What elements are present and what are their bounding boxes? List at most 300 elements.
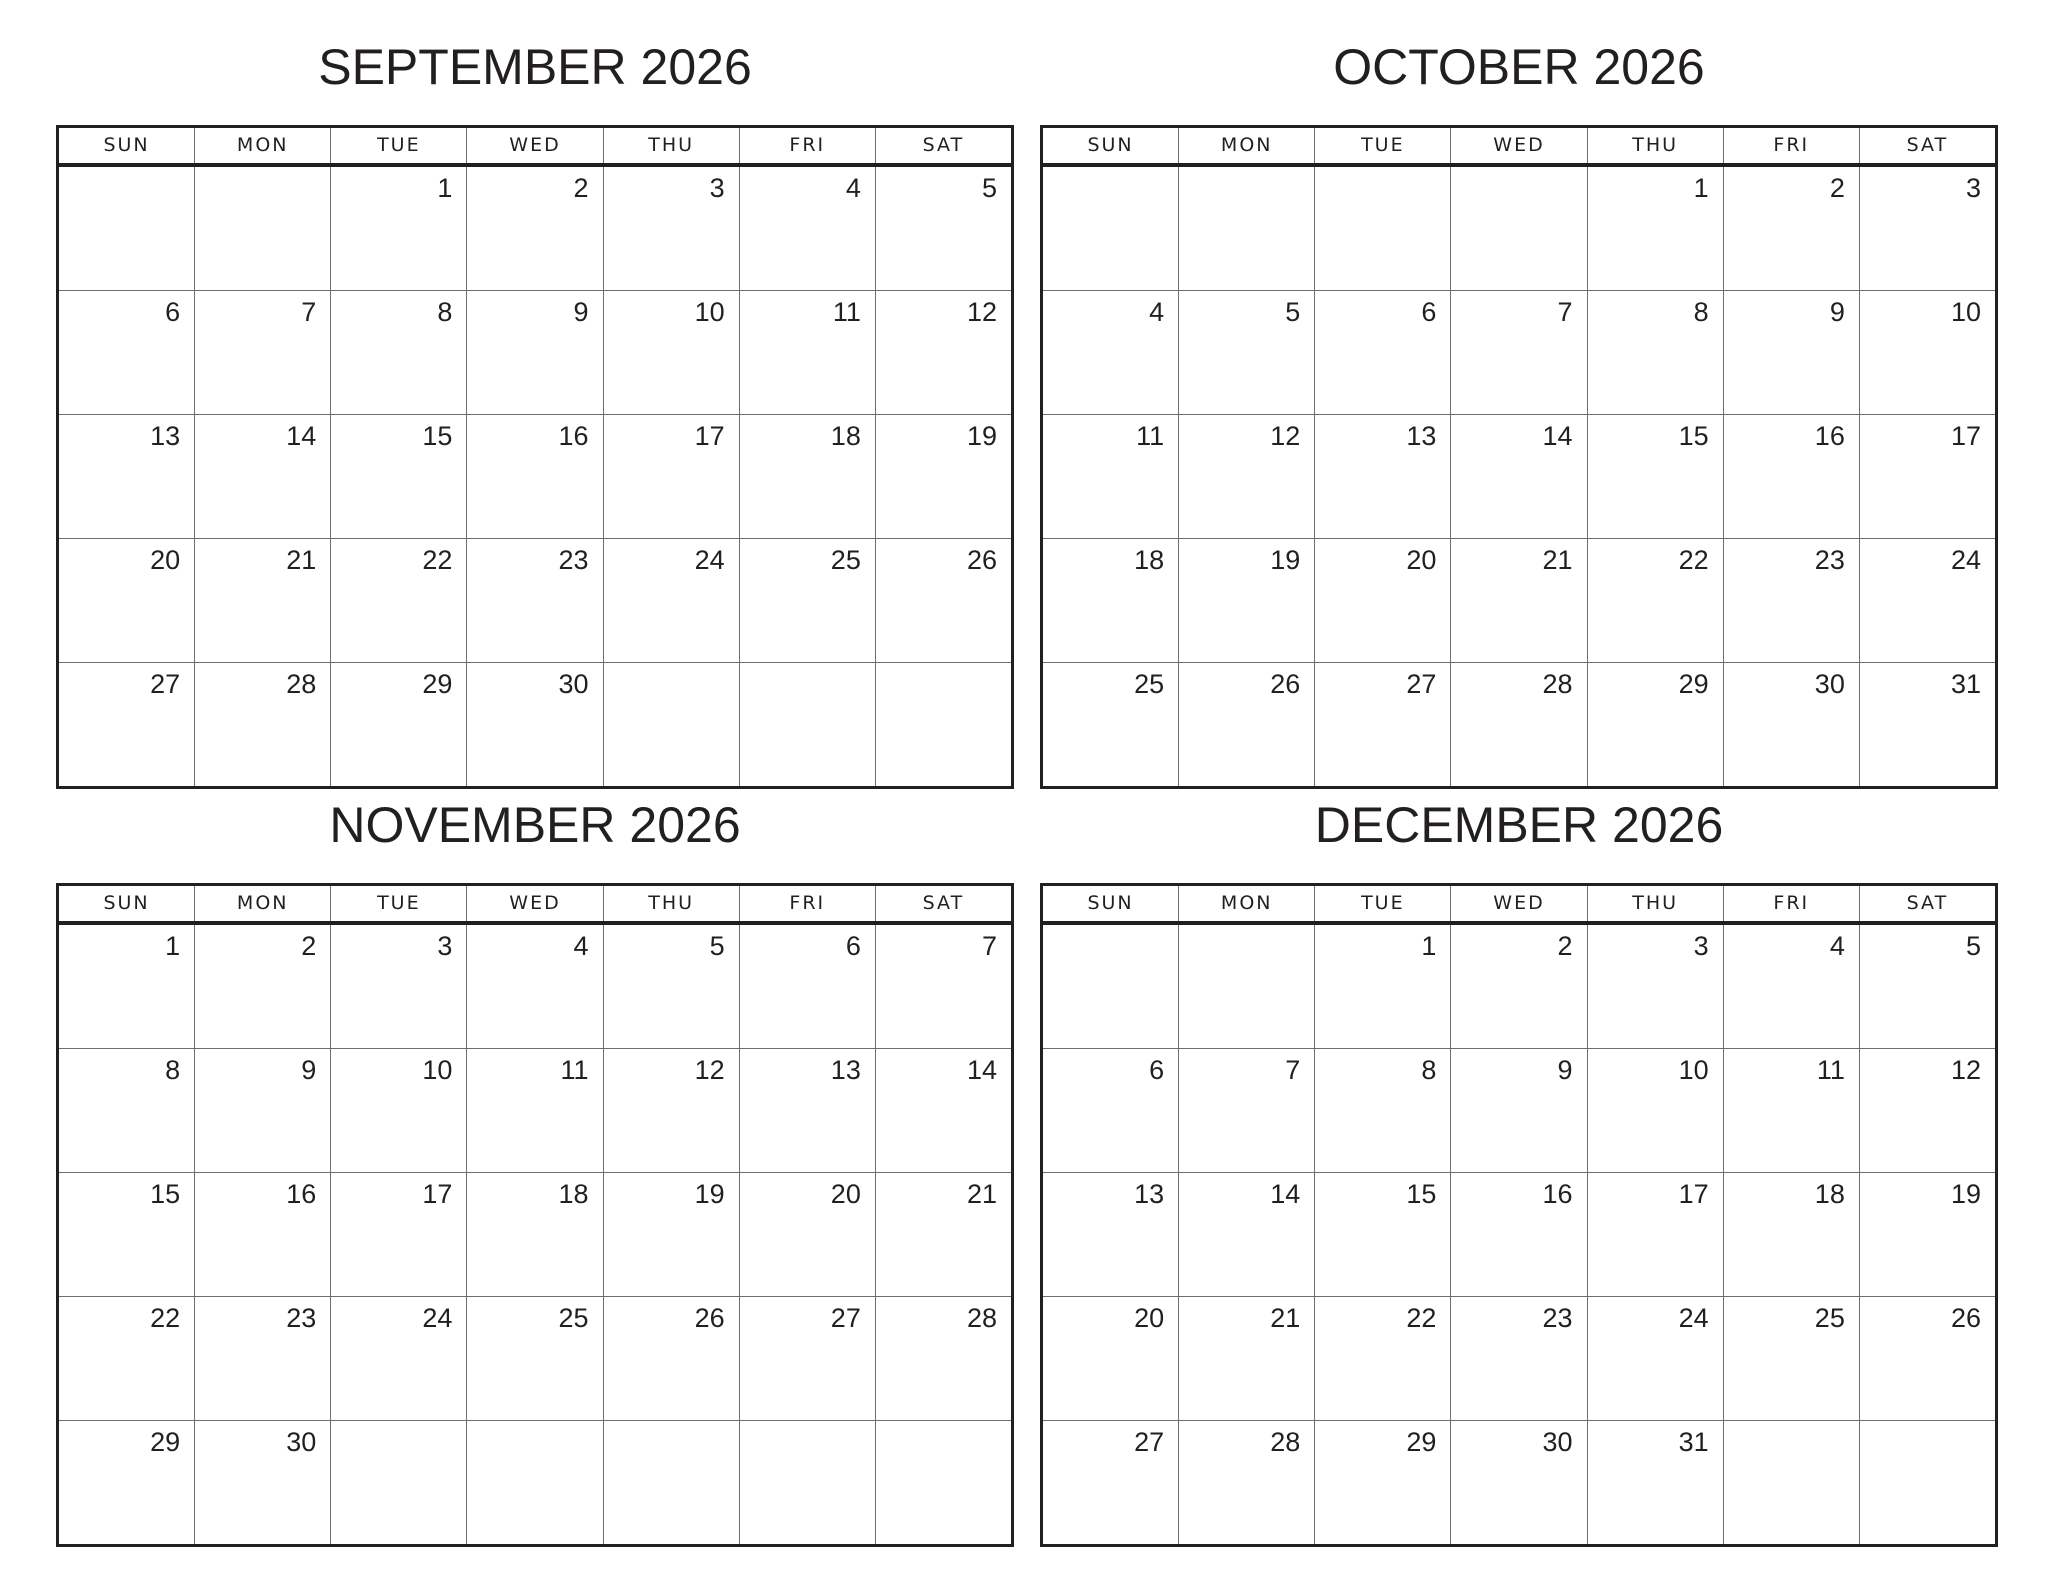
day-number: 1 <box>437 173 453 203</box>
day-number: 5 <box>709 931 725 961</box>
day-number: 18 <box>830 421 861 451</box>
week-row <box>59 1420 1011 1544</box>
day-number: 18 <box>1134 545 1165 575</box>
weekday-label-thu: THU <box>1587 128 1723 163</box>
day-number: 10 <box>422 1055 453 1085</box>
day-cell <box>1178 539 1314 662</box>
day-number: 15 <box>1678 421 1709 451</box>
day-cell <box>1450 1049 1586 1172</box>
day-number: 7 <box>1285 1055 1301 1085</box>
day-number: 29 <box>1678 669 1709 699</box>
day-number: 21 <box>286 545 317 575</box>
day-cell <box>1587 1297 1723 1420</box>
day-cell <box>603 1049 739 1172</box>
weekday-label-sat: SAT <box>875 128 1011 163</box>
day-number: 2 <box>1829 173 1845 203</box>
day-number: 6 <box>1149 1055 1165 1085</box>
day-cell <box>875 1297 1011 1420</box>
day-cell <box>59 1173 194 1296</box>
week-row <box>1043 662 1995 786</box>
empty-day-cell <box>59 167 194 290</box>
day-cell <box>1859 415 1995 538</box>
day-cell <box>59 1297 194 1420</box>
week-row <box>59 538 1011 662</box>
weekday-label-tue: TUE <box>330 128 466 163</box>
day-cell <box>466 415 602 538</box>
weekday-header-row <box>59 128 1011 167</box>
day-number: 28 <box>1270 1427 1301 1457</box>
day-cell <box>1587 291 1723 414</box>
day-number: 1 <box>165 931 181 961</box>
day-cell <box>59 663 194 786</box>
day-cell <box>1314 1049 1450 1172</box>
day-number: 7 <box>1557 297 1573 327</box>
day-number: 3 <box>709 173 725 203</box>
day-number: 14 <box>286 421 317 451</box>
day-cell <box>194 291 330 414</box>
day-number: 4 <box>1149 297 1165 327</box>
day-number: 7 <box>981 931 997 961</box>
day-cell <box>1314 415 1450 538</box>
month-calendar-october <box>1040 22 1998 792</box>
day-number: 20 <box>830 1179 861 1209</box>
day-cell <box>1859 925 1995 1048</box>
day-cell <box>59 539 194 662</box>
day-cell <box>466 1297 602 1420</box>
day-cell <box>194 925 330 1048</box>
day-number: 22 <box>150 1303 181 1333</box>
day-number: 14 <box>1542 421 1573 451</box>
day-number: 22 <box>422 545 453 575</box>
day-cell <box>1723 415 1859 538</box>
weeks-container <box>1043 167 1995 786</box>
day-number: 23 <box>1542 1303 1573 1333</box>
empty-day-cell <box>330 1421 466 1544</box>
day-number: 9 <box>301 1055 317 1085</box>
month-grid <box>56 125 1014 789</box>
day-cell <box>1450 663 1586 786</box>
day-cell <box>1587 539 1723 662</box>
day-number: 24 <box>1950 545 1981 575</box>
empty-day-cell <box>1314 167 1450 290</box>
day-cell <box>1314 539 1450 662</box>
day-number: 31 <box>1678 1427 1709 1457</box>
weekday-label-sat: SAT <box>875 886 1011 921</box>
day-cell <box>875 1173 1011 1296</box>
day-cell <box>1587 1173 1723 1296</box>
day-number: 27 <box>1406 669 1437 699</box>
month-grid <box>1040 125 1998 789</box>
weekday-header-row <box>1043 128 1995 167</box>
day-number: 12 <box>694 1055 725 1085</box>
week-row <box>1043 1172 1995 1296</box>
day-cell <box>330 415 466 538</box>
day-number: 3 <box>1693 931 1709 961</box>
day-number: 11 <box>832 297 861 327</box>
day-number: 10 <box>1678 1055 1709 1085</box>
day-cell <box>330 539 466 662</box>
day-cell <box>1450 291 1586 414</box>
day-cell <box>1450 1297 1586 1420</box>
day-cell <box>1450 539 1586 662</box>
day-cell <box>330 925 466 1048</box>
day-number: 29 <box>1406 1427 1437 1457</box>
day-cell <box>194 1173 330 1296</box>
day-cell <box>1587 1049 1723 1172</box>
day-number: 9 <box>573 297 589 327</box>
week-row <box>59 167 1011 290</box>
day-cell <box>194 1049 330 1172</box>
day-cell <box>739 1173 875 1296</box>
day-number: 1 <box>1693 173 1709 203</box>
weeks-container <box>59 925 1011 1544</box>
month-title: OCTOBER 2026 <box>1333 39 1705 95</box>
day-cell <box>1723 539 1859 662</box>
weekday-header-row <box>59 886 1011 925</box>
day-number: 13 <box>1406 421 1437 451</box>
day-cell <box>1859 539 1995 662</box>
day-cell <box>1043 291 1178 414</box>
day-cell <box>1587 167 1723 290</box>
empty-day-cell <box>603 663 739 786</box>
day-number: 1 <box>1421 931 1437 961</box>
day-cell <box>59 1421 194 1544</box>
empty-day-cell <box>875 1421 1011 1544</box>
day-number: 30 <box>558 669 589 699</box>
weekday-label-wed: WED <box>1450 128 1586 163</box>
day-cell <box>59 925 194 1048</box>
day-cell <box>330 291 466 414</box>
day-number: 11 <box>1816 1055 1845 1085</box>
day-cell <box>466 167 602 290</box>
empty-day-cell <box>875 663 1011 786</box>
weekday-label-sat: SAT <box>1859 128 1995 163</box>
day-cell <box>739 167 875 290</box>
day-cell <box>330 1173 466 1296</box>
empty-day-cell <box>603 1421 739 1544</box>
day-cell <box>466 1173 602 1296</box>
day-cell <box>1587 663 1723 786</box>
day-cell <box>330 1049 466 1172</box>
day-number: 25 <box>558 1303 589 1333</box>
empty-day-cell <box>1723 1421 1859 1544</box>
week-row <box>59 1296 1011 1420</box>
day-number: 25 <box>830 545 861 575</box>
empty-day-cell <box>194 167 330 290</box>
weekday-label-sun: SUN <box>103 134 150 156</box>
week-row <box>1043 290 1995 414</box>
weekday-label-wed: WED <box>466 128 602 163</box>
day-cell <box>1723 1049 1859 1172</box>
weekday-label-sun: SUN <box>103 892 150 914</box>
weekday-header-row <box>1043 886 1995 925</box>
day-cell <box>1587 1421 1723 1544</box>
week-row <box>1043 414 1995 538</box>
week-row <box>59 1048 1011 1172</box>
day-number: 31 <box>1950 669 1981 699</box>
day-cell <box>1859 1173 1995 1296</box>
month-title: NOVEMBER 2026 <box>329 797 741 853</box>
day-cell <box>739 1297 875 1420</box>
day-cell <box>875 291 1011 414</box>
weekday-label-mon: MON <box>1178 128 1314 163</box>
day-cell <box>603 925 739 1048</box>
week-row <box>1043 167 1995 290</box>
day-number: 20 <box>150 545 181 575</box>
day-number: 6 <box>165 297 181 327</box>
weekday-label-sat: SAT <box>1859 886 1995 921</box>
day-number: 2 <box>573 173 589 203</box>
day-cell <box>1723 1297 1859 1420</box>
day-number: 7 <box>301 297 317 327</box>
day-number: 27 <box>150 669 181 699</box>
day-cell <box>739 925 875 1048</box>
day-cell <box>1314 1421 1450 1544</box>
month-calendar-november <box>56 780 1014 1550</box>
day-cell <box>466 1049 602 1172</box>
day-number: 15 <box>1406 1179 1437 1209</box>
day-number: 19 <box>1950 1179 1981 1209</box>
day-number: 4 <box>1829 931 1845 961</box>
day-cell <box>739 291 875 414</box>
empty-day-cell <box>1043 167 1178 290</box>
day-number: 5 <box>1285 297 1301 327</box>
day-number: 25 <box>1814 1303 1845 1333</box>
day-cell <box>1043 1297 1178 1420</box>
day-number: 11 <box>1136 421 1165 451</box>
month-grid <box>56 883 1014 1547</box>
day-cell <box>59 415 194 538</box>
day-number: 3 <box>437 931 453 961</box>
day-number: 13 <box>830 1055 861 1085</box>
day-number: 19 <box>1270 545 1301 575</box>
day-cell <box>1043 1421 1178 1544</box>
week-row <box>1043 1048 1995 1172</box>
day-cell <box>466 663 602 786</box>
day-cell <box>739 415 875 538</box>
day-cell <box>194 415 330 538</box>
month-calendar-december <box>1040 780 1998 1550</box>
day-number: 26 <box>694 1303 725 1333</box>
day-number: 10 <box>1950 297 1981 327</box>
day-cell <box>1043 1049 1178 1172</box>
weekday-label-fri: FRI <box>1723 886 1859 921</box>
day-number: 28 <box>1542 669 1573 699</box>
week-row <box>59 290 1011 414</box>
day-number: 5 <box>981 173 997 203</box>
day-number: 29 <box>422 669 453 699</box>
week-row <box>59 662 1011 786</box>
weekday-label-tue: TUE <box>1314 128 1450 163</box>
day-number: 16 <box>558 421 589 451</box>
day-cell <box>603 1297 739 1420</box>
day-number: 5 <box>1965 931 1981 961</box>
empty-day-cell <box>1450 167 1586 290</box>
month-title: SEPTEMBER 2026 <box>318 39 752 95</box>
weeks-container <box>59 167 1011 786</box>
day-number: 24 <box>694 545 725 575</box>
day-number: 24 <box>1678 1303 1709 1333</box>
day-number: 21 <box>966 1179 997 1209</box>
weekday-label-thu: THU <box>1587 886 1723 921</box>
day-cell <box>1723 663 1859 786</box>
day-number: 14 <box>1270 1179 1301 1209</box>
day-cell <box>1314 663 1450 786</box>
week-row <box>59 414 1011 538</box>
day-number: 19 <box>694 1179 725 1209</box>
day-cell <box>1723 925 1859 1048</box>
day-cell <box>1859 663 1995 786</box>
week-row <box>1043 538 1995 662</box>
day-cell <box>603 167 739 290</box>
weekday-label-mon: MON <box>194 128 330 163</box>
day-number: 26 <box>1270 669 1301 699</box>
empty-day-cell <box>1178 925 1314 1048</box>
day-cell <box>59 1049 194 1172</box>
weekday-label-wed: WED <box>1450 886 1586 921</box>
day-number: 30 <box>286 1427 317 1457</box>
day-number: 20 <box>1134 1303 1165 1333</box>
day-cell <box>466 291 602 414</box>
day-cell <box>1314 291 1450 414</box>
day-number: 15 <box>150 1179 181 1209</box>
day-cell <box>1587 415 1723 538</box>
day-number: 6 <box>845 931 861 961</box>
day-cell <box>1450 415 1586 538</box>
day-number: 22 <box>1678 545 1709 575</box>
day-cell <box>1178 1297 1314 1420</box>
day-cell <box>330 167 466 290</box>
weeks-container <box>1043 925 1995 1544</box>
day-cell <box>875 539 1011 662</box>
empty-day-cell <box>1178 167 1314 290</box>
day-number: 8 <box>1421 1055 1437 1085</box>
week-row <box>1043 925 1995 1048</box>
weekday-label-tue: TUE <box>330 886 466 921</box>
month-calendar-september <box>56 22 1014 792</box>
day-number: 18 <box>1814 1179 1845 1209</box>
day-number: 23 <box>1814 545 1845 575</box>
day-cell <box>330 663 466 786</box>
day-cell <box>1178 1421 1314 1544</box>
day-number: 22 <box>1406 1303 1437 1333</box>
day-cell <box>59 291 194 414</box>
empty-day-cell <box>739 663 875 786</box>
day-cell <box>466 925 602 1048</box>
weekday-label-sun: SUN <box>1087 134 1134 156</box>
week-row <box>59 925 1011 1048</box>
day-number: 8 <box>165 1055 181 1085</box>
day-cell <box>739 539 875 662</box>
day-number: 29 <box>150 1427 181 1457</box>
day-cell <box>1314 1173 1450 1296</box>
empty-day-cell <box>466 1421 602 1544</box>
weekday-label-thu: THU <box>603 886 739 921</box>
day-number: 26 <box>1950 1303 1981 1333</box>
day-cell <box>466 539 602 662</box>
day-cell <box>194 1421 330 1544</box>
day-cell <box>875 1049 1011 1172</box>
day-cell <box>1859 1297 1995 1420</box>
day-number: 11 <box>560 1055 589 1085</box>
day-number: 17 <box>1950 421 1981 451</box>
weekday-label-fri: FRI <box>739 886 875 921</box>
day-number: 30 <box>1542 1427 1573 1457</box>
day-number: 17 <box>1678 1179 1709 1209</box>
day-cell <box>603 291 739 414</box>
day-cell <box>1450 1173 1586 1296</box>
day-number: 13 <box>150 421 181 451</box>
day-number: 8 <box>1693 297 1709 327</box>
day-cell <box>1859 291 1995 414</box>
day-number: 13 <box>1134 1179 1165 1209</box>
day-number: 12 <box>1950 1055 1981 1085</box>
day-cell <box>1178 1173 1314 1296</box>
day-cell <box>330 1297 466 1420</box>
day-number: 21 <box>1270 1303 1301 1333</box>
day-number: 6 <box>1421 297 1437 327</box>
day-number: 2 <box>1557 931 1573 961</box>
day-number: 20 <box>1406 545 1437 575</box>
day-number: 9 <box>1557 1055 1573 1085</box>
day-number: 10 <box>694 297 725 327</box>
day-number: 3 <box>1965 173 1981 203</box>
week-row <box>1043 1420 1995 1544</box>
month-title: DECEMBER 2026 <box>1314 797 1724 853</box>
day-number: 16 <box>286 1179 317 1209</box>
day-number: 26 <box>966 545 997 575</box>
day-cell <box>1723 1173 1859 1296</box>
weekday-label-thu: THU <box>603 128 739 163</box>
weekday-label-mon: MON <box>194 886 330 921</box>
day-cell <box>1314 925 1450 1048</box>
day-number: 30 <box>1814 669 1845 699</box>
day-cell <box>603 415 739 538</box>
day-cell <box>1587 925 1723 1048</box>
day-number: 27 <box>830 1303 861 1333</box>
day-cell <box>739 1049 875 1172</box>
day-number: 24 <box>422 1303 453 1333</box>
day-number: 18 <box>558 1179 589 1209</box>
weekday-label-fri: FRI <box>1723 128 1859 163</box>
empty-day-cell <box>1859 1421 1995 1544</box>
day-cell <box>194 539 330 662</box>
day-cell <box>194 663 330 786</box>
day-cell <box>875 925 1011 1048</box>
week-row <box>1043 1296 1995 1420</box>
day-number: 4 <box>845 173 861 203</box>
day-number: 12 <box>1270 421 1301 451</box>
day-cell <box>1859 1049 1995 1172</box>
day-number: 4 <box>573 931 589 961</box>
day-cell <box>1178 1049 1314 1172</box>
weekday-label-mon: MON <box>1178 886 1314 921</box>
day-cell <box>194 1297 330 1420</box>
day-cell <box>1043 539 1178 662</box>
day-number: 15 <box>422 421 453 451</box>
day-cell <box>1723 167 1859 290</box>
day-cell <box>1178 663 1314 786</box>
day-number: 23 <box>558 545 589 575</box>
day-cell <box>603 539 739 662</box>
day-cell <box>875 167 1011 290</box>
day-number: 8 <box>437 297 453 327</box>
day-cell <box>1178 291 1314 414</box>
day-number: 16 <box>1814 421 1845 451</box>
day-cell <box>1043 1173 1178 1296</box>
day-number: 25 <box>1134 669 1165 699</box>
day-number: 14 <box>966 1055 997 1085</box>
